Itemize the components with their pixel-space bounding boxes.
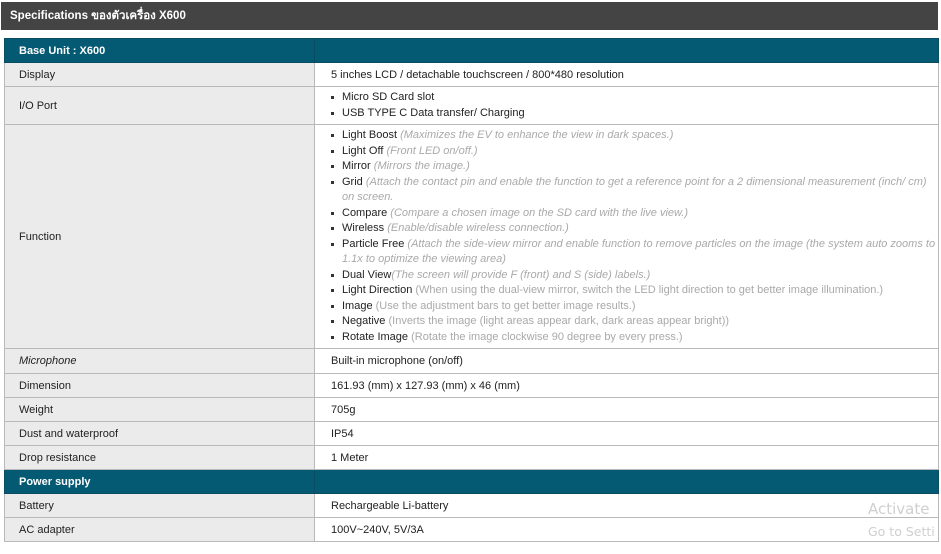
page-title: Specifications ของตัวเครื่อง X600 [1, 2, 938, 30]
list-item: Micro SD Card slot [324, 90, 938, 106]
row-label: AC adapter [5, 518, 315, 542]
table-row-display [5, 63, 939, 87]
table-row-weight [5, 398, 939, 422]
table-row-dimension [5, 374, 939, 398]
row-value: Built-in microphone (on/off) [315, 349, 939, 374]
list-item: USB TYPE C Data transfer/ Charging [324, 106, 938, 122]
io-port-list [324, 87, 938, 124]
table-row-dust-waterproof [5, 422, 939, 446]
function-item-mirror: Mirror (Mirrors the image.) [324, 159, 938, 175]
row-label: I/O Port [5, 87, 315, 125]
row-label: Weight [5, 398, 315, 422]
row-label: Microphone [5, 349, 315, 374]
activate-windows-watermark-link[interactable]: Go to Setti [868, 524, 935, 539]
section-title: Base Unit : X600 [5, 39, 315, 63]
function-item-light-boost: Light Boost (Maximizes the EV to enhance the view in dark spaces.) [324, 128, 938, 144]
section-header-base-unit [5, 39, 939, 63]
function-item-particle-free: Particle Free (Attach the side-view mirror and enable function to remove particles on the image (the system auto zooms to 1.1x to optimize the viewing area) [324, 237, 938, 268]
function-item-rotate-image: Rotate Image (Rotate the image clockwise 90 degree by every press.) [324, 330, 938, 346]
row-label: Drop resistance [5, 446, 315, 470]
table-row-function [5, 125, 939, 349]
function-item-light-direction: Light Direction (When using the dual-view mirror, switch the LED light direction to get better image illumination.) [324, 283, 938, 299]
activate-windows-watermark-title: Activate [868, 500, 930, 518]
table-row-drop-resistance [5, 446, 939, 470]
row-value: Rechargeable Li-battery [315, 494, 939, 518]
section-title: Power supply [5, 470, 315, 494]
function-item-dual-view: Dual View(The screen will provide F (front) and S (side) labels.) [324, 268, 938, 284]
specifications-table [4, 38, 939, 542]
function-item-image: Image (Use the adjustment bars to get better image results.) [324, 299, 938, 315]
row-label: Function [5, 125, 315, 349]
table-row-io-port [5, 87, 939, 125]
row-label: Dust and waterproof [5, 422, 315, 446]
row-label: Dimension [5, 374, 315, 398]
row-label: Battery [5, 494, 315, 518]
row-value: 5 inches LCD / detachable touchscreen / 800*480 resolution [315, 63, 939, 87]
row-value: 161.93 (mm) x 127.93 (mm) x 46 (mm) [315, 374, 939, 398]
row-label: Display [5, 63, 315, 87]
section-header-power-supply [5, 470, 939, 494]
row-value: 1 Meter [315, 446, 939, 470]
row-value: 100V~240V, 5V/3A [315, 518, 939, 542]
row-value: 705g [315, 398, 939, 422]
row-value: IP54 [315, 422, 939, 446]
function-list [324, 125, 938, 348]
table-row-ac-adapter [5, 518, 939, 542]
table-row-battery [5, 494, 939, 518]
function-item-compare: Compare (Compare a chosen image on the SD card with the live view.) [324, 206, 938, 222]
function-item-wireless: Wireless (Enable/disable wireless connection.) [324, 221, 938, 237]
function-item-grid: Grid (Attach the contact pin and enable the function to get a reference point for a 2 dimensional measurement (inch/ cm) on screen. [324, 175, 938, 206]
table-row-microphone [5, 349, 939, 374]
function-item-negative: Negative (Inverts the image (light areas appear dark, dark areas appear bright)) [324, 314, 938, 330]
function-item-light-off: Light Off (Front LED on/off.) [324, 144, 938, 160]
